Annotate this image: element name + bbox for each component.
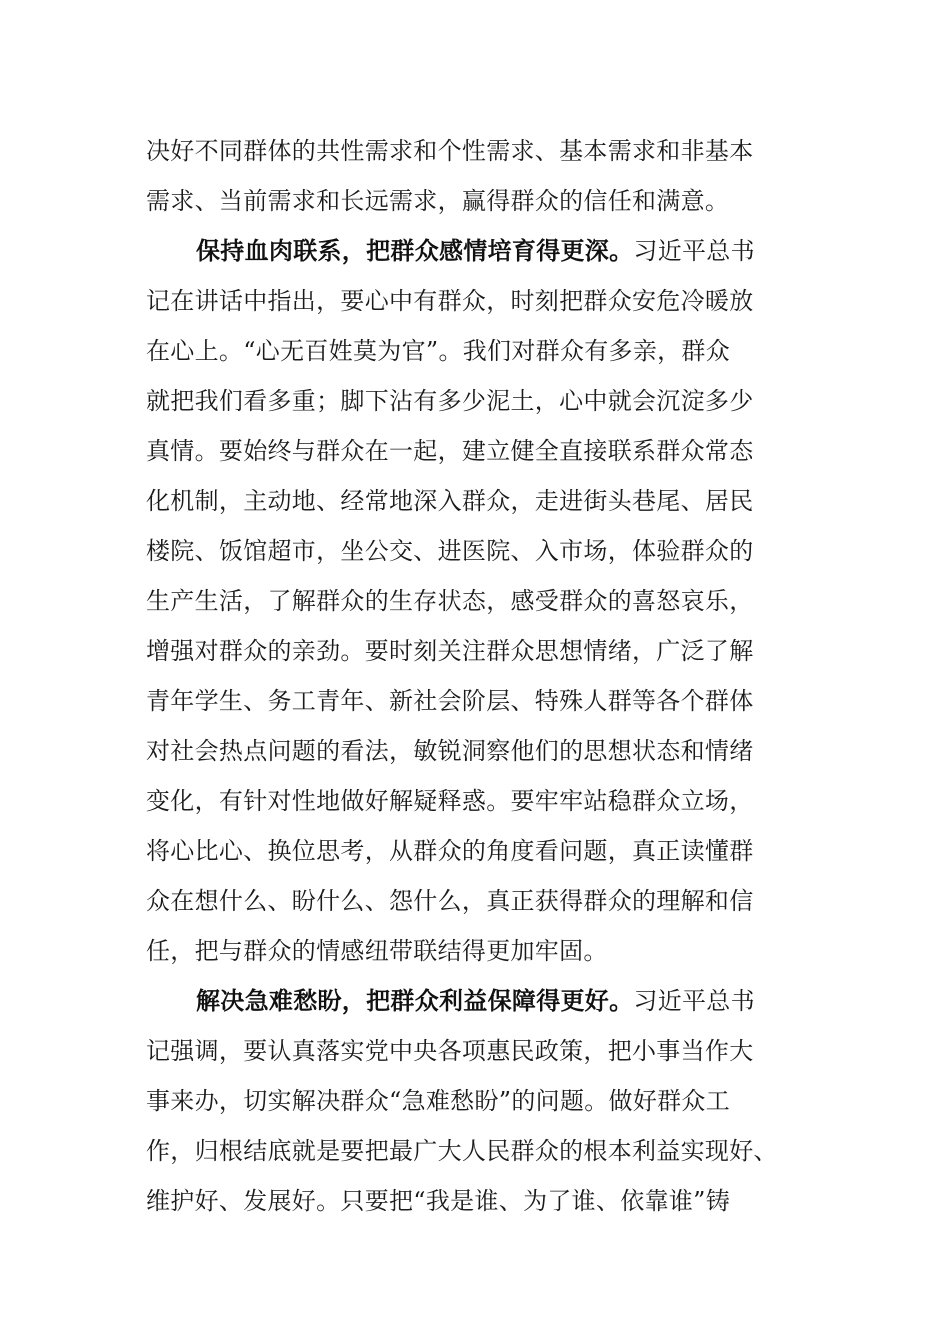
- text-line: 记强调，要认真落实党中央各项惠民政策，把小事当作大: [146, 1037, 754, 1065]
- text-line: 作，归根结底就是要把最广大人民群众的根本利益实现好、: [146, 1137, 778, 1165]
- text-line: 对社会热点问题的看法，敏锐洞察他们的思想状态和情绪: [146, 737, 754, 765]
- paragraph-heading: 保持血肉联系，把群众感情培育得更深。: [196, 237, 634, 265]
- text-line: 增强对群众的亲劲。要时刻关注群众思想情绪，广泛了解: [146, 637, 754, 665]
- text-fragment: 习近平总书: [633, 987, 755, 1015]
- text-line: 生产生活，了解群众的生存状态，感受群众的喜怒哀乐，: [146, 587, 754, 615]
- text-line: 楼院、饭馆超市，坐公交、进医院、入市场，体验群众的: [146, 537, 754, 565]
- paragraph-3: [146, 976, 806, 1226]
- paragraph-2: [146, 226, 806, 976]
- text-line: 变化，有针对性地做好解疑释惑。要牢牢站稳群众立场，: [146, 787, 754, 815]
- paragraph-heading: 解决急难愁盼，把群众利益保障得更好。: [196, 987, 634, 1015]
- text-line: 事来办，切实解决群众“急难愁盼”的问题。做好群众工: [146, 1087, 731, 1115]
- text-line: 就把我们看多重；脚下沾有多少泥土，心中就会沉淀多少: [146, 387, 754, 415]
- text-fragment: 习近平总书: [633, 237, 755, 265]
- text-line: 任，把与群众的情感纽带联结得更加牢固。: [146, 937, 608, 965]
- text-line: 在心上。“心无百姓莫为官”。我们对群众有多亲，群众: [146, 337, 731, 365]
- text-line: 维护好、发展好。只要把“我是谁、为了谁、依靠谁”铸: [146, 1187, 731, 1215]
- text-line: 真情。要始终与群众在一起，建立健全直接联系群众常态: [146, 437, 754, 465]
- document-body: [146, 126, 806, 1226]
- text-line: 将心比心、换位思考，从群众的角度看问题，真正读懂群: [146, 837, 754, 865]
- text-line: 青年学生、务工青年、新社会阶层、特殊人群等各个群体: [146, 687, 754, 715]
- text-line: 需求、当前需求和长远需求，赢得群众的信任和满意。: [146, 187, 730, 215]
- text-line: 众在想什么、盼什么、怨什么，真正获得群众的理解和信: [146, 887, 754, 915]
- text-line: 决好不同群体的共性需求和个性需求、基本需求和非基本: [146, 137, 754, 165]
- paragraph-first-line: [146, 976, 806, 1026]
- text-line: 化机制，主动地、经常地深入群众，走进街头巷尾、居民: [146, 487, 754, 515]
- paragraph-1: [146, 126, 806, 226]
- paragraph-first-line: [146, 226, 806, 276]
- text-line: 记在讲话中指出，要心中有群众，时刻把群众安危冷暖放: [146, 287, 754, 315]
